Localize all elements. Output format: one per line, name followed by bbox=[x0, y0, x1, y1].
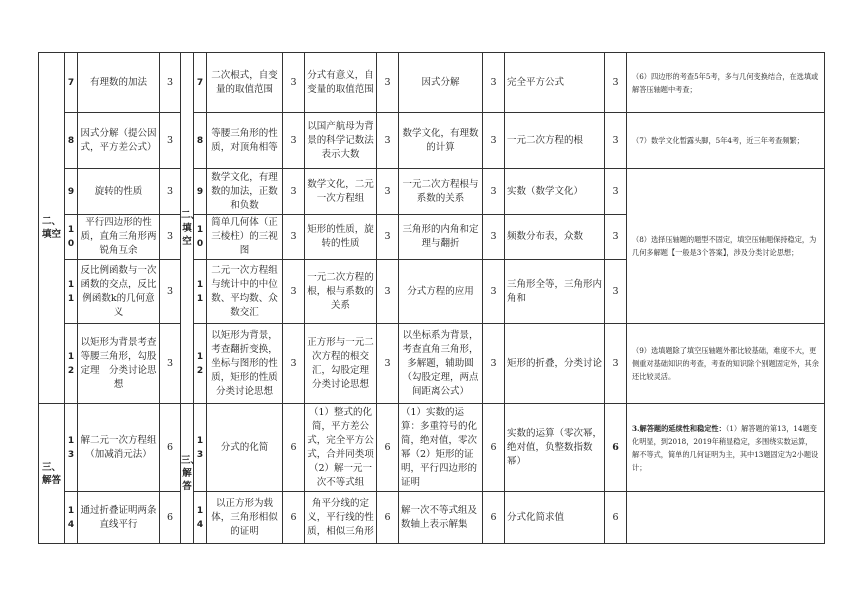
score-cell: 3 bbox=[483, 113, 505, 169]
score-cell: 3 bbox=[377, 260, 399, 324]
topic-cell: 等腰三角形的性质，对顶角相等 bbox=[207, 113, 283, 169]
topic-cell: 矩形的折叠，分类讨论 bbox=[505, 324, 605, 404]
score-cell: 3 bbox=[160, 169, 181, 215]
topic-cell: 一元二次方程的根，根与系数的关系 bbox=[305, 260, 377, 324]
question-number: 11 bbox=[194, 260, 207, 324]
score-cell: 3 bbox=[605, 53, 627, 113]
topic-cell: 以矩形为背景，考查翻折变换，坐标与图形的性质，矩形的性质 分类讨论思想 bbox=[207, 324, 283, 404]
note-text: （1）解答题的第13，14题变化明显，到2018，2019年稍显稳定，多围绕实数运算，解不等式，简单的几何证明为主，其中13题固定为2小题设计； bbox=[632, 423, 819, 472]
note-heading: 3.解答题的延续性和稳定性： bbox=[632, 423, 726, 433]
topic-cell: 通过折叠证明两条直线平行 bbox=[78, 492, 160, 544]
topic-cell: 有理数的加法 bbox=[78, 53, 160, 113]
section-fill-left: 二、 填空 bbox=[39, 53, 65, 404]
score-cell: 3 bbox=[483, 53, 505, 113]
table-row bbox=[39, 169, 825, 215]
question-number: 8 bbox=[194, 113, 207, 169]
topic-cell: （1）实数的运算：多重符号的化简，绝对值，零次幂（2）矩形的证明，平行四边形的证明 bbox=[399, 404, 483, 492]
topic-cell: 实数（数学文化） bbox=[505, 169, 605, 215]
section-answer-left: 三、 解答 bbox=[39, 404, 65, 544]
topic-cell: 二元一次方程组与统计中的中位数、平均数、众数交汇 bbox=[207, 260, 283, 324]
score-cell: 3 bbox=[377, 113, 399, 169]
score-cell: 3 bbox=[283, 324, 305, 404]
score-cell: 3 bbox=[160, 324, 181, 404]
topic-cell: 角平分线的定义，平行线的性质，相似三角形 bbox=[305, 492, 377, 544]
topic-cell: 数学文化，有理数的计算 bbox=[399, 113, 483, 169]
question-number: 9 bbox=[65, 169, 78, 215]
topic-cell: 完全平方公式 bbox=[505, 53, 605, 113]
score-cell: 6 bbox=[283, 404, 305, 492]
score-cell: 6 bbox=[605, 404, 627, 492]
score-cell: 6 bbox=[377, 492, 399, 544]
score-cell: 6 bbox=[160, 404, 181, 492]
score-cell: 3 bbox=[283, 215, 305, 260]
topic-cell: 分式的化简 bbox=[207, 404, 283, 492]
topic-cell: 一元二次方程根与系数的关系 bbox=[399, 169, 483, 215]
score-cell: 6 bbox=[160, 492, 181, 544]
question-number: 12 bbox=[194, 324, 207, 404]
score-cell: 3 bbox=[160, 215, 181, 260]
topic-cell: 以坐标系为背景，考查直角三角形，多解题，辅助圆（勾股定理，两点间距离公式） bbox=[399, 324, 483, 404]
topic-cell: 反比例函数与一次函数的交点，反比例函数k的几何意义 bbox=[78, 260, 160, 324]
topic-cell: 三角形的内角和定理与翻折 bbox=[399, 215, 483, 260]
note-cell: （8）选择压轴题的题型不固定，填空压轴题保持稳定，为几何多解题【一般是3个答案】，涉及分类讨论思想； bbox=[627, 169, 825, 324]
question-number: 8 bbox=[65, 113, 78, 169]
table-row bbox=[39, 324, 825, 404]
score-cell: 3 bbox=[377, 53, 399, 113]
score-cell: 3 bbox=[283, 169, 305, 215]
table-row bbox=[39, 113, 825, 169]
question-number: 14 bbox=[194, 492, 207, 544]
note-cell: （7）数学文化暂露头脚，5年4考，近三年考查频繁； bbox=[627, 113, 825, 169]
score-cell: 3 bbox=[283, 53, 305, 113]
topic-cell: 平行四边形的性质，直角三角形两锐角互余 bbox=[78, 215, 160, 260]
score-cell: 3 bbox=[377, 215, 399, 260]
table-row bbox=[39, 492, 825, 544]
question-number: 10 bbox=[194, 215, 207, 260]
topic-cell: 以国产航母为背景的科学记数法表示大数 bbox=[305, 113, 377, 169]
score-cell: 3 bbox=[483, 324, 505, 404]
score-cell: 3 bbox=[160, 113, 181, 169]
score-cell: 3 bbox=[483, 215, 505, 260]
topic-cell: 因式分解 bbox=[399, 53, 483, 113]
score-cell: 3 bbox=[377, 169, 399, 215]
question-number: 13 bbox=[65, 404, 78, 492]
question-number: 12 bbox=[65, 324, 78, 404]
score-cell: 6 bbox=[605, 492, 627, 544]
score-cell: 3 bbox=[377, 324, 399, 404]
question-number: 13 bbox=[194, 404, 207, 492]
section-answer-right: 三、 解答 bbox=[181, 404, 194, 544]
score-cell: 6 bbox=[483, 492, 505, 544]
section-fill-right: 二、 填空 bbox=[181, 53, 194, 404]
score-cell: 3 bbox=[483, 169, 505, 215]
topic-cell: 旋转的性质 bbox=[78, 169, 160, 215]
topic-cell: 分式方程的应用 bbox=[399, 260, 483, 324]
score-cell: 3 bbox=[605, 169, 627, 215]
note-cell: （9）选填题除了填空压轴题外都比较基础，难度不大，更侧重对基础知识的考查，考查的知识除个别题固定外，其余还比较灵活。 bbox=[627, 324, 825, 404]
topic-cell: 实数的运算（零次幂，绝对值，负整数指数幂） bbox=[505, 404, 605, 492]
score-cell: 6 bbox=[377, 404, 399, 492]
score-cell: 3 bbox=[283, 113, 305, 169]
table-row bbox=[39, 53, 825, 113]
topic-cell: 数学文化，有理数的加法，正数和负数 bbox=[207, 169, 283, 215]
question-number: 7 bbox=[65, 53, 78, 113]
score-cell: 3 bbox=[483, 260, 505, 324]
table-row bbox=[39, 404, 825, 492]
topic-cell: 以矩形为背景考查等腰三角形，勾股定理 分类讨论思想 bbox=[78, 324, 160, 404]
topic-cell: 简单几何体（正三棱柱）的三视图 bbox=[207, 215, 283, 260]
topic-cell: 三角形全等，三角形内角和 bbox=[505, 260, 605, 324]
note-cell-empty bbox=[627, 492, 825, 544]
score-cell: 3 bbox=[160, 53, 181, 113]
topic-cell: （1）整式的化简，平方差公式，完全平方公式，合并同类项（2）解一元一次不等式组 bbox=[305, 404, 377, 492]
note-cell: （6）四边形的考查5年5考，多与几何变换结合，在选填或解答压轴题中考查； bbox=[627, 53, 825, 113]
topic-cell: 一元二次方程的根 bbox=[505, 113, 605, 169]
topic-cell: 正方形与一元二次方程的根交汇，勾股定理 分类讨论思想 bbox=[305, 324, 377, 404]
score-cell: 3 bbox=[283, 260, 305, 324]
topic-cell: 频数分布表，众数 bbox=[505, 215, 605, 260]
score-cell: 3 bbox=[605, 324, 627, 404]
question-number: 11 bbox=[65, 260, 78, 324]
topic-cell: 以正方形为载体，三角形相似的证明 bbox=[207, 492, 283, 544]
note-cell bbox=[627, 404, 825, 492]
question-number: 9 bbox=[194, 169, 207, 215]
topic-cell: 因式分解（提公因式，平方差公式） bbox=[78, 113, 160, 169]
exam-analysis-table bbox=[38, 52, 825, 544]
score-cell: 3 bbox=[605, 215, 627, 260]
question-number: 7 bbox=[194, 53, 207, 113]
topic-cell: 矩形的性质，旋转的性质 bbox=[305, 215, 377, 260]
score-cell: 6 bbox=[483, 404, 505, 492]
topic-cell: 解一次不等式组及数轴上表示解集 bbox=[399, 492, 483, 544]
score-cell: 3 bbox=[160, 260, 181, 324]
score-cell: 3 bbox=[605, 113, 627, 169]
topic-cell: 解二元一次方程组（加减消元法） bbox=[78, 404, 160, 492]
topic-cell: 分式有意义，自变量的取值范围 bbox=[305, 53, 377, 113]
question-number: 14 bbox=[65, 492, 78, 544]
score-cell: 6 bbox=[283, 492, 305, 544]
question-number: 10 bbox=[65, 215, 78, 260]
topic-cell: 数学文化，二元一次方程组 bbox=[305, 169, 377, 215]
topic-cell: 分式化简求值 bbox=[505, 492, 605, 544]
score-cell: 3 bbox=[605, 260, 627, 324]
topic-cell: 二次根式，自变量的取值范围 bbox=[207, 53, 283, 113]
